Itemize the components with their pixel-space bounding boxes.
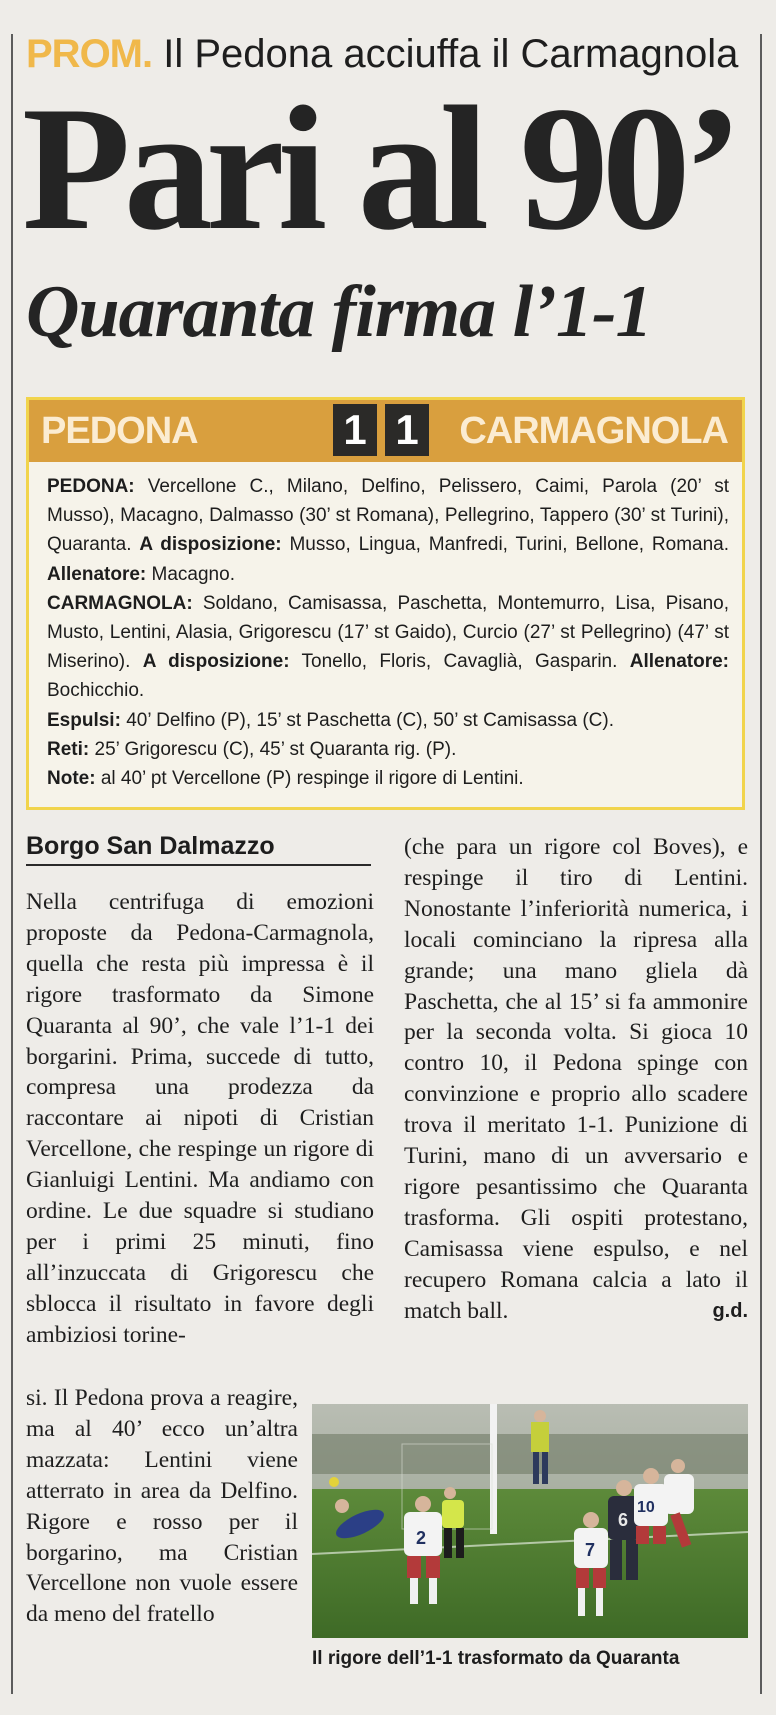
jersey-number-10: 10 [637, 1499, 655, 1516]
match-photo-illustration [312, 1404, 748, 1638]
article-column-2-text: (che para un rigore col Boves), e respinge il tiro di Lentini. Nonostante l’inferiorità numerica, i locali cominciano la ripresa alla grande; una mano gliela dà Paschetta, che al 15’ si fa ammonire per la seconda volta. Si gioca 10 contro 10, il Pedona spinge con convinzione e proprio allo scadere trova il meritato 1-1. Punizione di Turini, mano di un avversario e rigore pesantissimo che Quaranta trasforma. Gli ospiti protestano, Camisassa viene espulso, e nel recupero Romana calcia a lato il match ball. [404, 834, 748, 1324]
carmagnola-bench: Tonello, Floris, Cavaglià, Gasparin. [301, 651, 618, 673]
away-score: 1 [385, 404, 429, 456]
pedona-lineup [47, 472, 729, 589]
carmagnola-label: CARMAGNOLA: [47, 592, 193, 614]
photo-caption: Il rigore dell’1-1 trasformato da Quaranta [312, 1648, 680, 1669]
carmagnola-bench-label: A disposizione: [142, 651, 290, 673]
pedona-coach: Macagno. [151, 563, 235, 585]
expelled-line [47, 706, 729, 735]
kicker-text: Il Pedona acciuffa il Carmagnola [163, 32, 739, 76]
match-summary-box [26, 397, 745, 810]
carmagnola-players: Soldano, Camisassa, Paschetta, Montemurro, Lisa, Pisano, Musto, Lentini, Alasia, Grigorescu (17’ st Gaido), Curcio (27’ st Pellegrino) (47’ st Miserino). [47, 592, 729, 673]
pedona-bench-label: A disposizione: [139, 534, 282, 556]
pedona-bench: Musso, Lingua, Manfredi, Turini, Bellone, Romana. [289, 534, 730, 556]
headline: Pari al 90’ [22, 69, 736, 267]
match-photo [312, 1404, 748, 1638]
notes-text: al 40’ pt Vercellone (P) respinge il rigore di Lentini. [100, 768, 524, 790]
scoreboard-bar [29, 400, 742, 462]
article-column-1: Nella centrifuga di emozioni proposte da Pedona-Carmagnola, quella che resta più impressa è il rigore trasformato da Simone Quaranta al 90’, che vale l’1-1 dei borgarini. Prima, succede di tutto, compresa una prodezza da raccontare ai nipoti di Cristian Vercellone, che respinge un rigore di Gianluigi Lentini. Ma andiamo con ordine. Le due squadre si studiano per i primi 25 minuti, fino all’inzuccata di Grigorescu che sblocca il risultato in favore degli ambiziosi torine- [26, 889, 374, 1348]
carmagnola-coach-label: Allenatore: [629, 651, 730, 673]
carmagnola-lineup [47, 589, 729, 706]
article-column-1-continued: si. Il Pedona prova a reagire, ma al 40’ ecco un’altra mazzata: Lentini viene atterrato in area da Delfino. Rigore e rosso per il borgarino, ma Cristian Vercellone non vuole essere da meno del fratello [26, 1385, 298, 1628]
jersey-number-2: 2 [416, 1528, 427, 1548]
dateline-location: Borgo San Dalmazzo [26, 830, 371, 866]
notes-label: Note: [47, 768, 96, 790]
pedona-players: Vercellone C., Milano, Delfino, Pelissero, Caimi, Parola (20’ st Musso), Macagno, Dalmasso (30’ st Romana), Pellegrino, Tappero (30’ st Turini), Quaranta. [47, 476, 729, 556]
goal-post [490, 1404, 497, 1534]
goals-line [47, 735, 729, 764]
column-rule-left [11, 34, 13, 1694]
expelled-list: 40’ Delfino (P), 15’ st Paschetta (C), 50’ st Camisassa (C). [126, 709, 615, 731]
expelled-label: Espulsi: [47, 709, 121, 731]
lineups-text [47, 472, 729, 793]
jersey-number-7: 7 [585, 1540, 596, 1560]
away-team-name: CARMAGNOLA [459, 410, 728, 452]
author-signature: g.d. [712, 1299, 748, 1322]
home-score: 1 [333, 404, 377, 456]
goals-list: 25’ Grigorescu (C), 45’ st Quaranta rig. (P). [94, 738, 457, 760]
subheadline: Quaranta firma l’1-1 [26, 271, 652, 353]
article-column-2 [404, 832, 748, 1327]
pedona-coach-label: Allenatore: [47, 563, 147, 585]
carmagnola-coach: Bochicchio. [47, 680, 145, 702]
pedona-label: PEDONA: [47, 476, 135, 497]
goals-label: Reti: [47, 738, 90, 760]
jersey-number-6: 6 [618, 1510, 629, 1530]
home-team-name: PEDONA [41, 410, 198, 452]
ball [329, 1477, 339, 1487]
notes-line [47, 764, 729, 793]
kicker-tag: PROM. [26, 32, 153, 76]
